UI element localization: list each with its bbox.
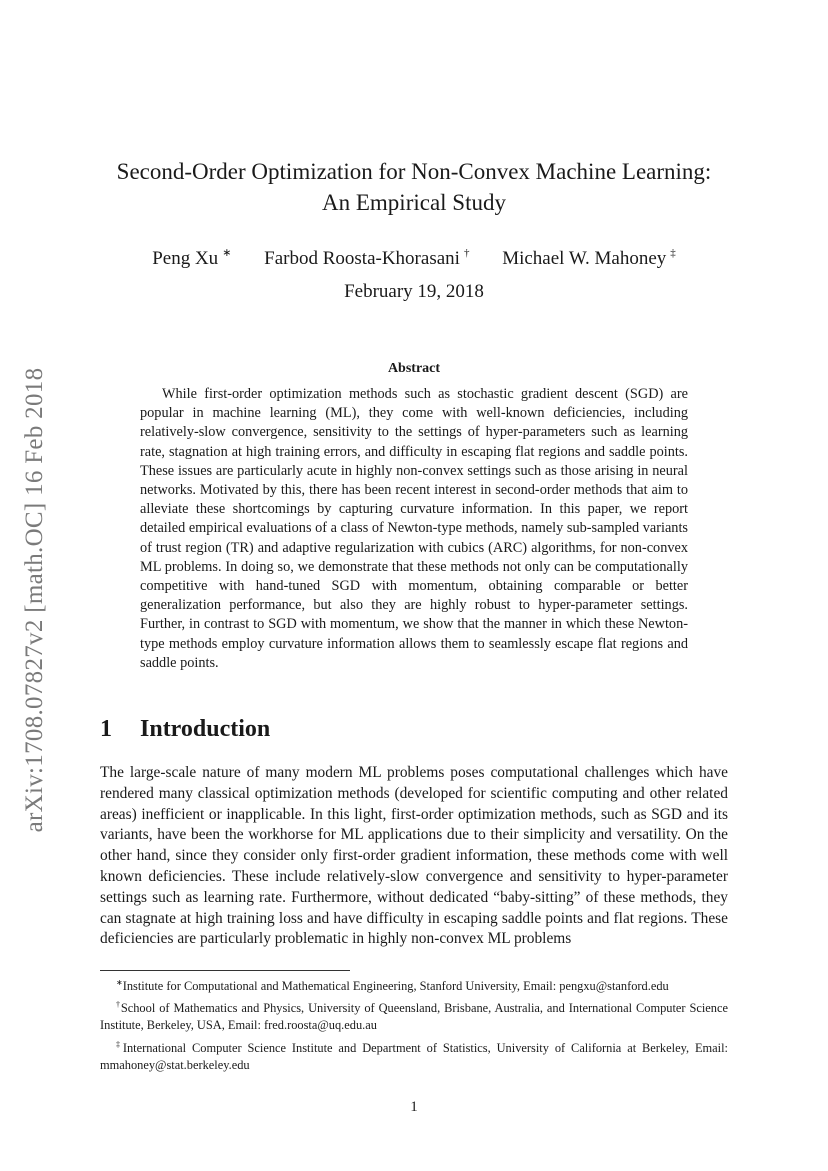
author-name: Peng Xu bbox=[152, 248, 219, 269]
footnote-text: International Computer Science Institute and Department of Statistics, University of California at Berkeley, Email: mmahoney@stat.berkeley.edu bbox=[100, 1040, 728, 1072]
footnote-text: School of Mathematics and Physics, University of Queensland, Brisbane, Australia, and International Computer Science Institute, Berkeley, USA, Email: fred.roosta@uq.edu.au bbox=[100, 1001, 729, 1033]
author-name: Farbod Roosta-Khorasani bbox=[264, 248, 460, 269]
author-mark: ∗ bbox=[222, 247, 232, 259]
introduction-text: The large-scale nature of many modern ML problems poses computational challenges which have rendered many classical optimization methods (developed for scientific computing and other related areas) inefficient or inapplicable. In this light, first-order optimization methods, such as SGD and its variants, have been the workhorse for ML applications due to their simplicity and versatility. On the other hand, since they consider only first-order gradient information, these methods come with well known deficiencies. These include relatively-slow convergence and sensitivity to hyper-parameter settings such as learning rate. Furthermore, without dedicated “baby-sitting” of these methods, they can stagnate at high training loss and have difficulty in escaping saddle points and flat regions. These deficiencies are particularly problematic in highly non-convex ML problems bbox=[100, 764, 728, 948]
arxiv-identifier: arXiv:1708.07827v2 [math.OC] 16 Feb 2018 bbox=[21, 367, 48, 833]
author-list bbox=[100, 240, 728, 272]
footnote-divider bbox=[100, 970, 350, 971]
footnote-2 bbox=[100, 996, 728, 1034]
author-mark: † bbox=[463, 247, 470, 259]
page-number: 1 bbox=[410, 1099, 418, 1115]
footnote-mark: † bbox=[116, 1000, 121, 1010]
footnote-3 bbox=[100, 1036, 728, 1074]
footnote-mark: ∗ bbox=[116, 978, 123, 987]
footnote-1 bbox=[100, 974, 728, 995]
title-line-2: An Empirical Study bbox=[322, 190, 506, 215]
author-name: Michael W. Mahoney bbox=[502, 248, 667, 269]
paper-title bbox=[100, 156, 728, 218]
author-2 bbox=[264, 240, 469, 272]
footnote-mark: ‡ bbox=[116, 1039, 123, 1049]
author-3 bbox=[502, 240, 676, 272]
section-heading bbox=[100, 716, 270, 743]
footnote-text: Institute for Computational and Mathematical Engineering, Stanford University, Email: pengxu@stanford.edu bbox=[122, 979, 669, 993]
abstract-heading: Abstract bbox=[387, 361, 441, 376]
publication-date: February 19, 2018 bbox=[344, 281, 484, 302]
title-line-1: Second-Order Optimization for Non-Convex Machine Learning: bbox=[116, 159, 712, 184]
section-title: Introduction bbox=[140, 716, 271, 742]
abstract-text: While first-order optimization methods such as stochastic gradient descent (SGD) are popular in machine learning (ML), they come with well-known deficiencies, including relatively-slow convergence, sensitivity to the settings of hyper-parameters such as learning rate, stagnation at high training errors, and difficulty in escaping flat regions and saddle points. These issues are particularly acute in highly non-convex settings such as those arising in neural networks. Motivated by this, there has been recent interest in second-order methods that aim to alleviate these shortcomings by capturing curvature information. In this paper, we report detailed empirical evaluations of a class of Newton-type methods, namely sub-sampled variants of trust region (TR) and adaptive regularization with cubics (ARC) algorithms, for non-convex ML problems. In doing so, we demonstrate that these methods not only can be computationally competitive with hand-tuned SGD with momentum, obtaining comparable or better generalization performance, but also they are highly robust to hyper-parameter settings. Further, in contrast to SGD with momentum, we show that the manner in which these Newton-type methods employ curvature information allows them to seamlessly escape flat regions and saddle points. bbox=[140, 386, 688, 671]
author-mark: ‡ bbox=[670, 247, 676, 259]
section-number: 1 bbox=[100, 716, 112, 742]
footnotes bbox=[100, 974, 728, 1075]
author-1 bbox=[152, 240, 231, 272]
